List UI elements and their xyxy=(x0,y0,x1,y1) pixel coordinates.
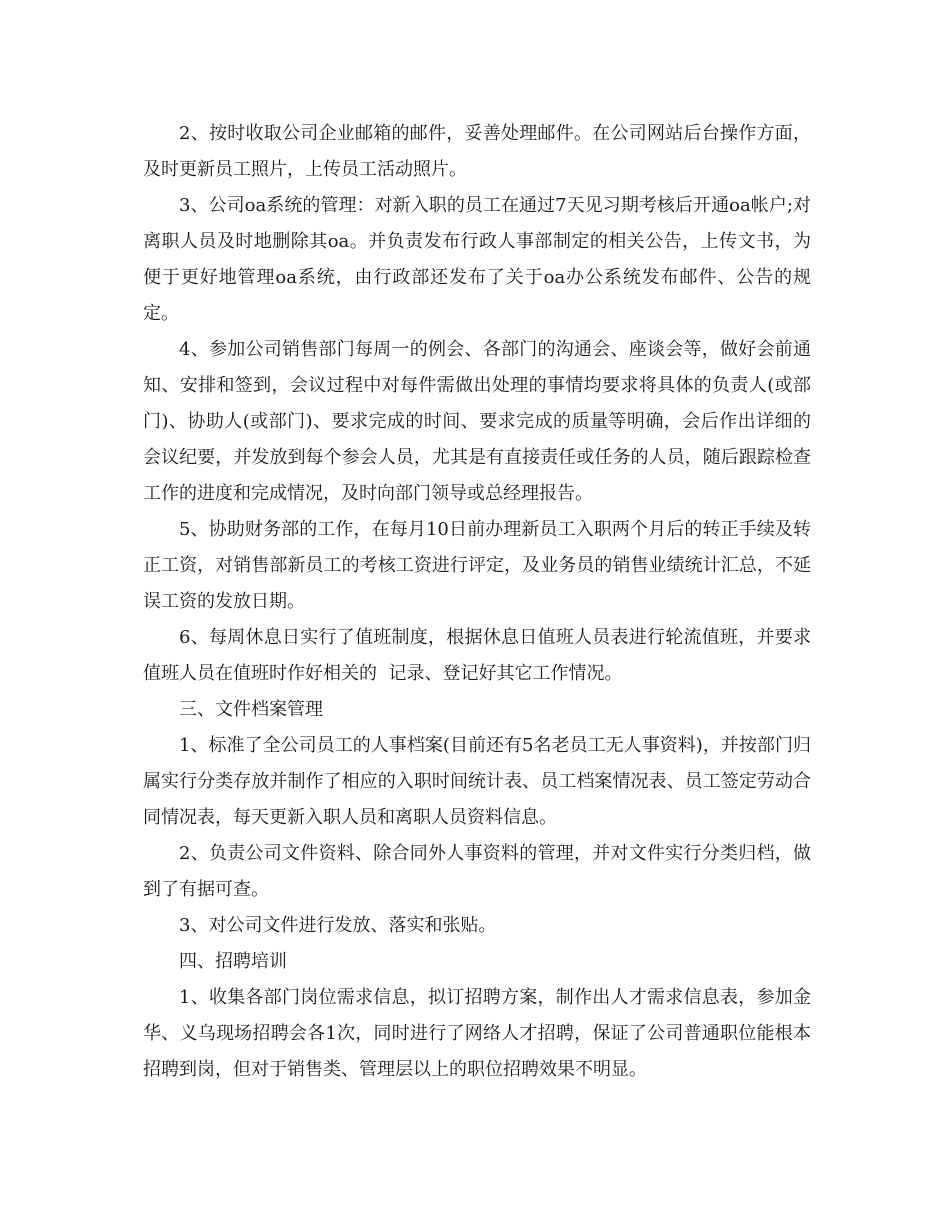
paragraph-duty-system: 6、每周休息日实行了值班制度，根据休息日值班人员表进行轮流值班，并要求值班人员在值班时作好相关的 记录、登记好其它工作情况。 xyxy=(143,627,811,684)
paragraph-finance-assist: 5、协助财务部的工作，在每月10日前办理新员工入职两个月后的转正手续及转正工资，对销售部新员工的考核工资进行评定，及业务员的销售业绩统计汇总，不延误工资的发放日期。 xyxy=(143,519,811,612)
paragraph-meetings: 4、参加公司销售部门每周一的例会、各部门的沟通会、座谈会等，做好会前通知、安排和签到，会议过程中对每件需做出处理的事情均要求将具体的负责人(或部门)、协助人(或部门)、要求完成的时间、要求完成的质量等明确，会后作出详细的会议纪要，并发放到每个参会人员，尤其是有直接责任或任务的人员，随后跟踪检查工作的进度和完成情况，及时向部门领导或总经理报告。 xyxy=(143,339,811,504)
paragraph-email-website: 2、按时收取公司企业邮箱的邮件，妥善处理邮件。在公司网站后台操作方面，及时更新员工照片，上传员工活动照片。 xyxy=(143,123,811,180)
paragraph-oa-system: 3、公司oa系统的管理：对新入职的员工在通过7天见习期考核后开通oa帐户;对离职人员及时地删除其oa。并负责发布行政人事部制定的相关公告，上传文书，为便于更好地管理oa系统，由行政部还发布了关于oa办公系统发布邮件、公告的规定。 xyxy=(143,195,811,324)
paragraph-document-management: 2、负责公司文件资料、除合同外人事资料的管理，并对文件实行分类归档，做到了有据可查。 xyxy=(143,843,811,900)
section-heading-file-archives: 三、文件档案管理 xyxy=(179,699,323,720)
paragraph-personnel-files: 1、标准了全公司员工的人事档案(目前还有5名老员工无人事资料)，并按部门归属实行分类存放并制作了相应的入职时间统计表、员工档案情况表、员工签定劳动合同情况表，每天更新入职人员和离职人员资料信息。 xyxy=(143,735,811,828)
section-heading-recruitment: 四、招聘培训 xyxy=(179,951,287,972)
document-body xyxy=(143,116,811,1088)
paragraph-recruitment-info: 1、收集各部门岗位需求信息，拟订招聘方案，制作出人才需求信息表，参加金华、义乌现场招聘会各1次，同时进行了网络人才招聘，保证了公司普通职位能根本招聘到岗，但对于销售类、管理层以上的职位招聘效果不明显。 xyxy=(143,987,811,1080)
paragraph-document-distribution: 3、对公司文件进行发放、落实和张贴。 xyxy=(179,915,497,936)
